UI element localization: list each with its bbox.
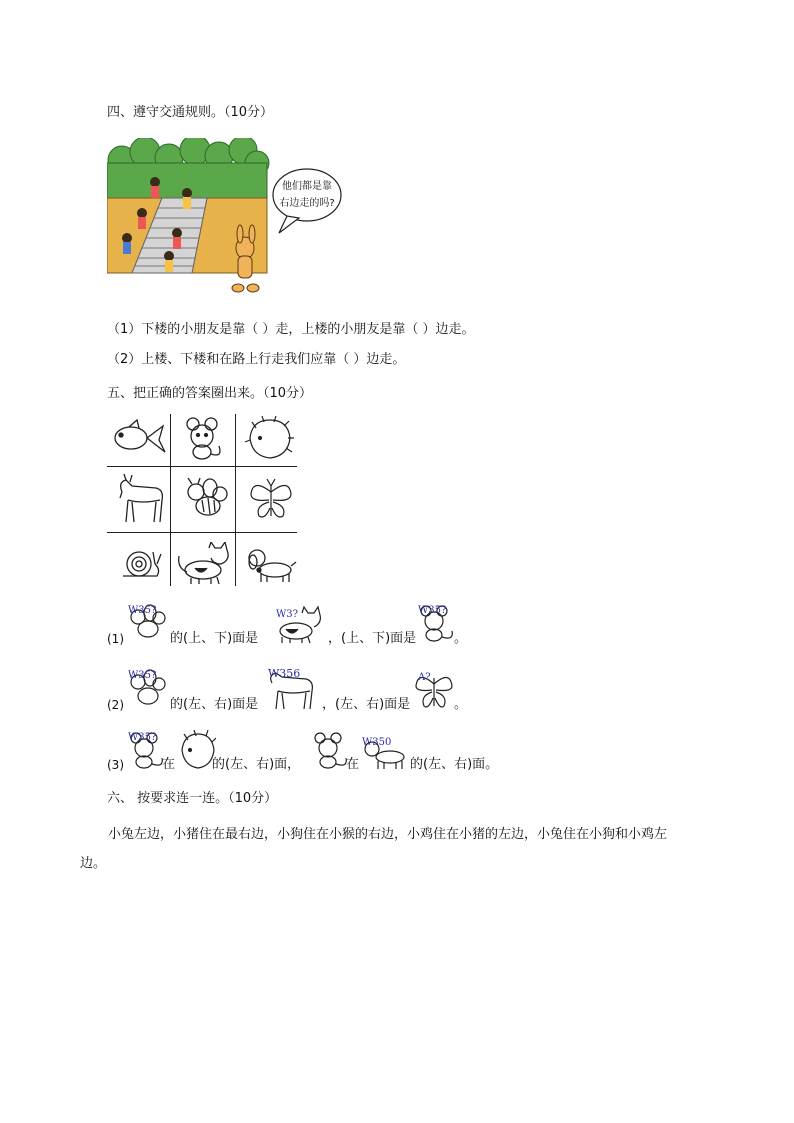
cat-icon xyxy=(175,542,233,590)
section-6-title: 六、 按要求连一连。（10分） xyxy=(107,791,278,806)
line-3-text-c: 在 xyxy=(346,757,360,772)
dog-icon xyxy=(243,546,297,590)
section-4-title: 四、遵守交通规则。（10分） xyxy=(107,105,274,120)
bee-icon xyxy=(182,476,230,528)
goat-icon xyxy=(112,472,167,532)
line-1-text-a: 的(上、下)面是 xyxy=(170,631,259,646)
cat-icon xyxy=(268,605,324,649)
mouse-icon xyxy=(414,603,458,649)
animal-grid xyxy=(107,414,297,586)
watermark-7: W35? xyxy=(128,732,157,743)
fish-icon xyxy=(109,416,167,465)
snail-icon xyxy=(117,542,165,588)
watermark-5: W356 xyxy=(268,667,301,680)
watermark-1: W35? xyxy=(128,605,157,616)
watermark-8: W350 xyxy=(362,737,392,748)
goat-icon xyxy=(264,665,320,717)
stairs-illustration xyxy=(107,138,342,300)
mouse-icon xyxy=(179,416,229,465)
bee-icon xyxy=(126,603,170,647)
question-4-1: （1）下楼的小朋友是靠（ ）走，上楼的小朋友是靠（ ）边走。 xyxy=(107,322,475,337)
line-2-end: 。 xyxy=(454,697,468,712)
bubble-line-2: 右边走的吗? xyxy=(279,198,335,209)
watermark-4: W35? xyxy=(128,670,157,681)
line-1-end: 。 xyxy=(454,631,468,646)
bubble-line-1: 他们都是靠 xyxy=(282,181,332,192)
question-4-2: （2）上楼、下楼和在路上行走我们应靠（ ）边走。 xyxy=(107,352,406,367)
hedgehog-icon xyxy=(176,730,216,776)
section-5-title: 五、把正确的答案圈出来。（10分） xyxy=(107,386,313,401)
line-2-text-b: ，(左、右)面是 xyxy=(322,697,411,712)
watermark-3: W35? xyxy=(418,605,447,616)
watermark-6: A? xyxy=(418,672,431,683)
section-6-body: 小兔左边，小猪住在最右边，小狗住在小猴的右边，小鸡住在小猪的左边，小兔住在小狗和小鸡左边。 xyxy=(80,827,668,871)
bee-icon xyxy=(126,668,170,714)
line-3-text-b: 的(左、右)面， xyxy=(212,757,301,772)
line-1-number: (1) xyxy=(107,632,124,646)
dog-icon xyxy=(360,735,410,775)
line-3-text-d: 的(左、右)面。 xyxy=(410,757,499,772)
line-2-number: (2) xyxy=(107,698,124,712)
line-1-text-b: ，(上、下)面是 xyxy=(328,631,417,646)
butterfly-icon xyxy=(412,668,456,716)
watermark-2: W3? xyxy=(276,609,299,620)
line-2-text-a: 的(左、右)面是 xyxy=(170,697,259,712)
hedgehog-icon xyxy=(242,416,294,465)
line-3-text-a: 在 xyxy=(162,757,176,772)
line-3-number: (3) xyxy=(107,758,124,772)
butterfly-icon xyxy=(247,476,295,528)
